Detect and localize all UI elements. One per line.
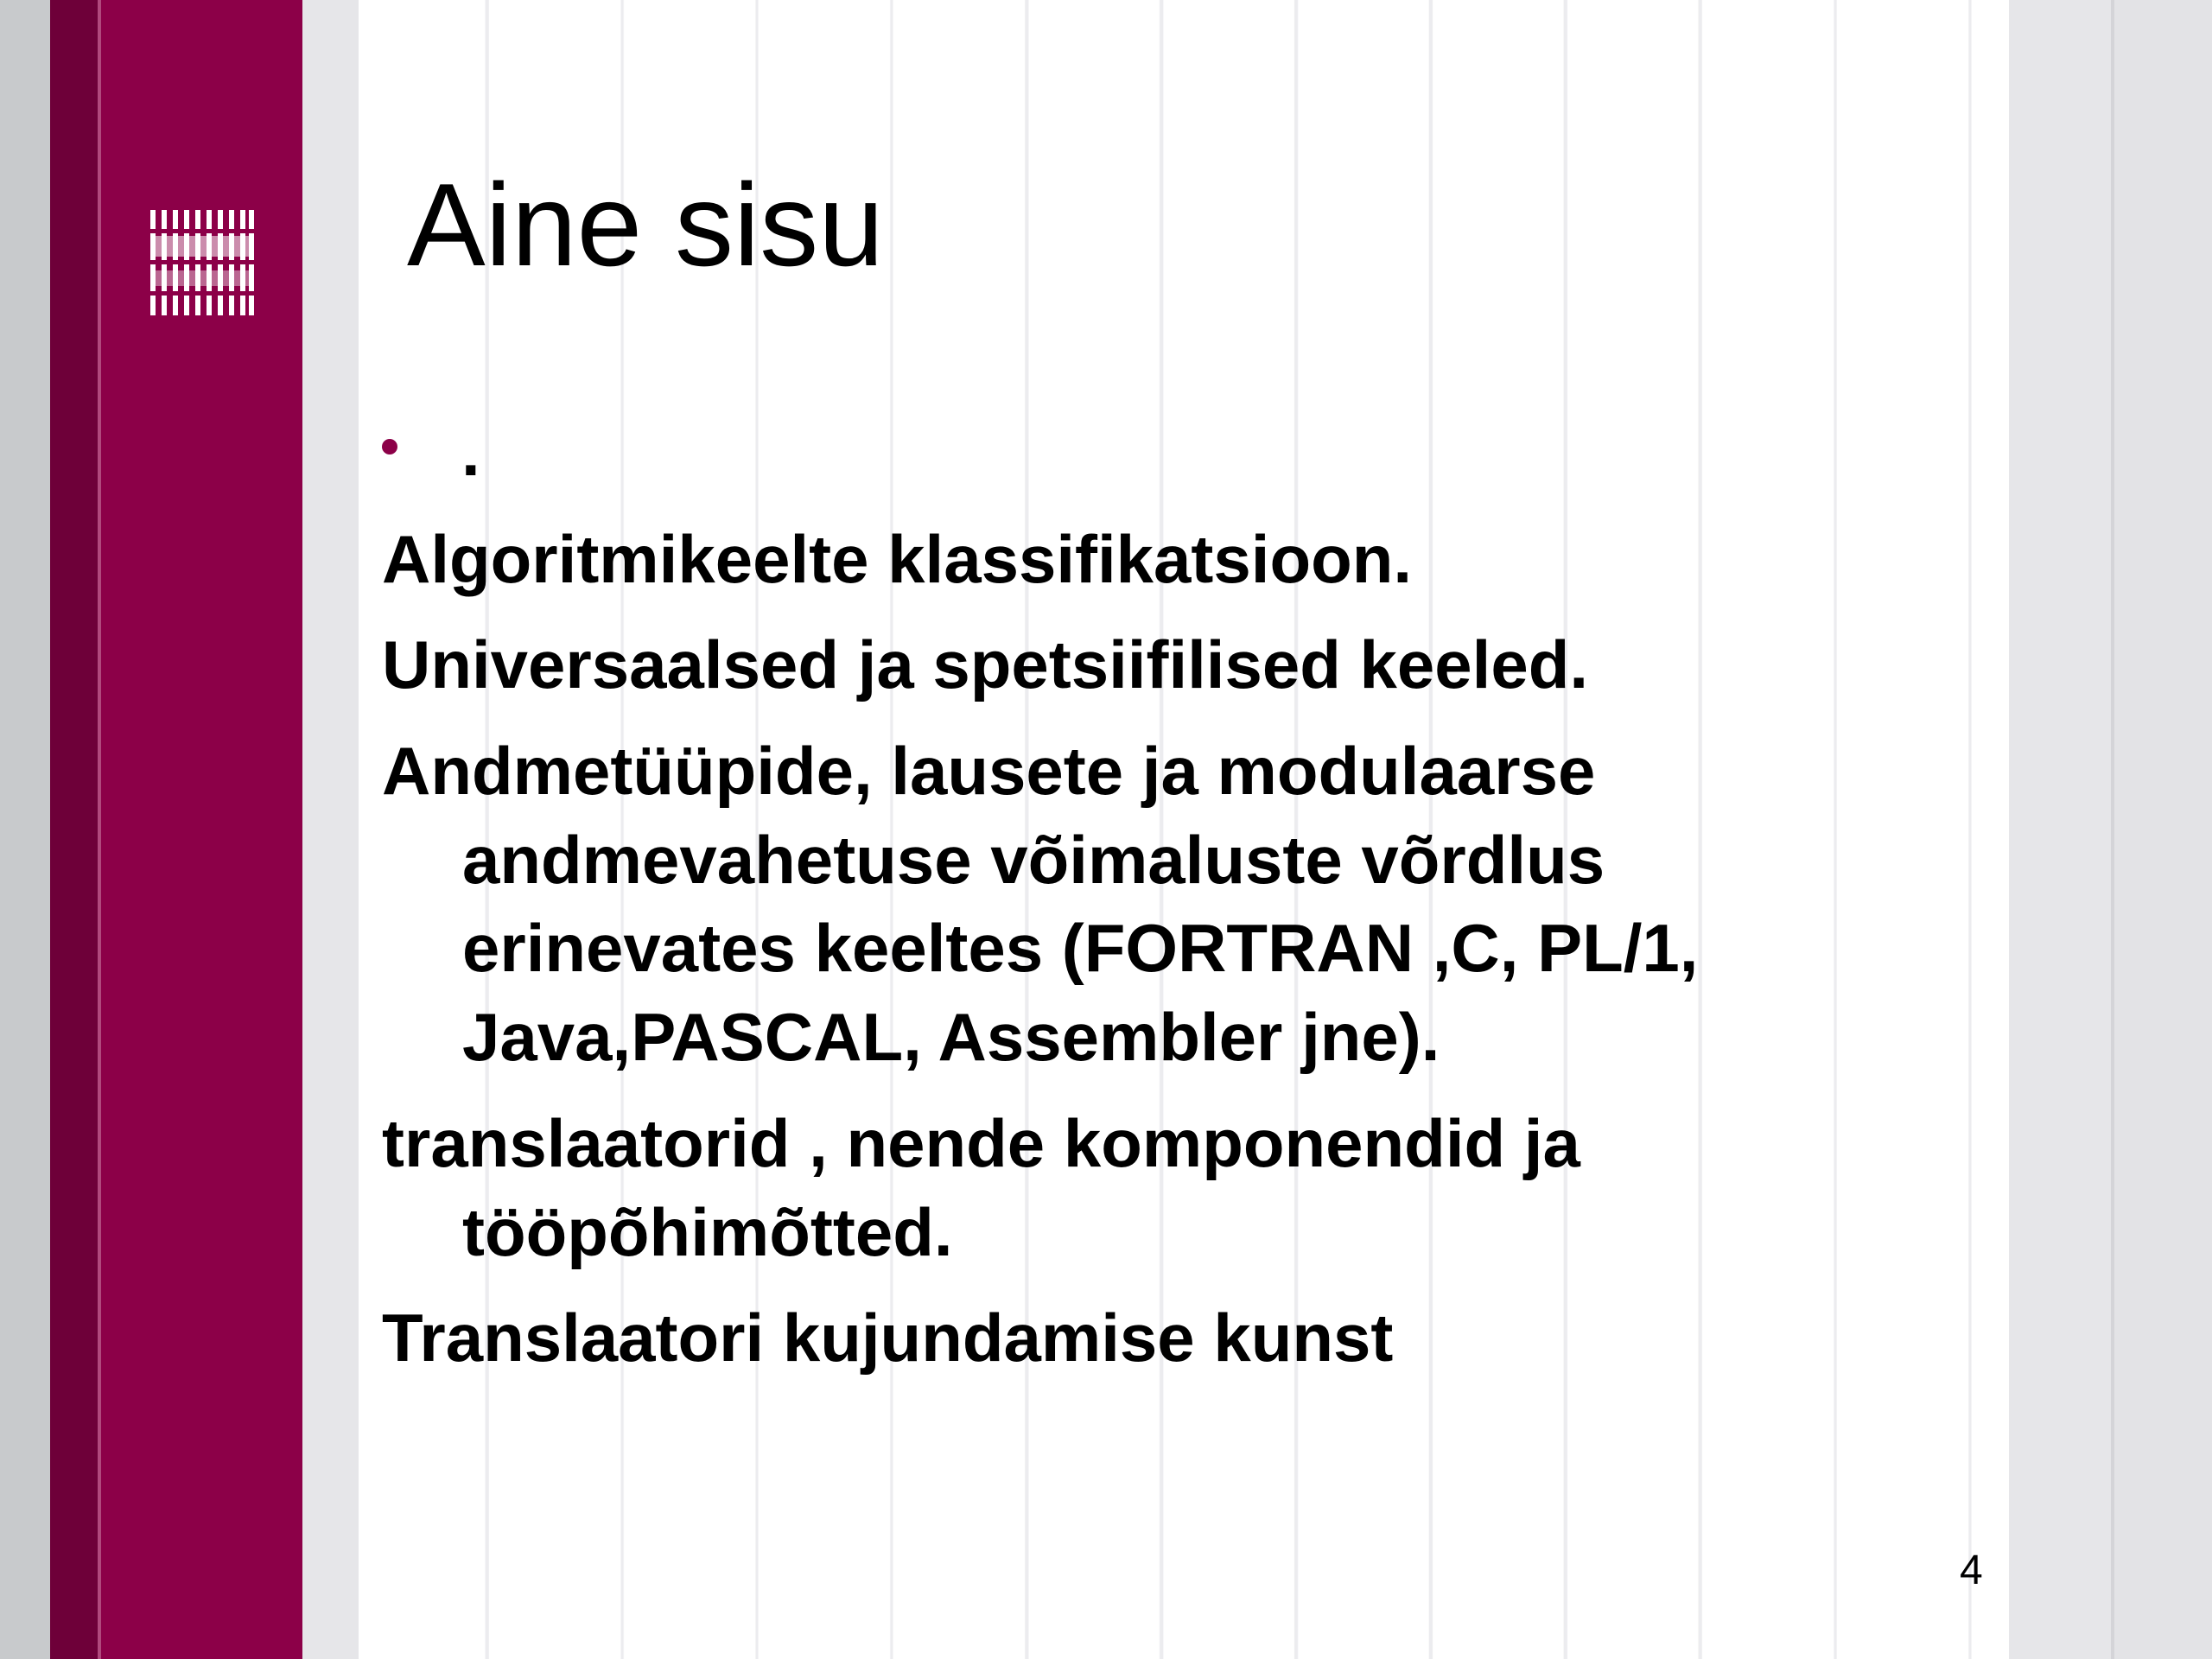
content-line: Java,PASCAL, Assembler jne). xyxy=(462,999,1440,1075)
content-line: Translaatori kujundamise kunst xyxy=(382,1300,1394,1376)
grid-logo-icon xyxy=(150,210,254,315)
content-line: Universaalsed ja spetsiifilised keeled. xyxy=(382,626,1589,702)
right-edge-divider xyxy=(2111,0,2114,1659)
content-line: tööpõhimõtted. xyxy=(462,1194,953,1270)
content-line: translaatorid , nende komponendid ja xyxy=(382,1105,1580,1181)
bullet-dot-icon xyxy=(382,439,397,454)
left-edge-strip xyxy=(0,0,50,1659)
left-band-dark xyxy=(50,0,98,1659)
left-gray-gap xyxy=(302,0,359,1659)
content-line: andmevahetuse võimaluste võrdlus xyxy=(462,822,1605,898)
content-line: erinevates keeltes (FORTRAN ,C, PL/1, xyxy=(462,910,1699,986)
page-number: 4 xyxy=(1960,1548,1983,1593)
slide-title: Aine sisu xyxy=(407,159,884,290)
bullet-text: . xyxy=(461,414,480,490)
right-gray-panel xyxy=(2009,0,2111,1659)
content-line: Andmetüüpide, lausete ja modulaarse xyxy=(382,733,1596,809)
right-edge-strip xyxy=(2111,0,2212,1659)
content-line: Algoritmikeelte klassifikatsioon. xyxy=(382,521,1413,597)
